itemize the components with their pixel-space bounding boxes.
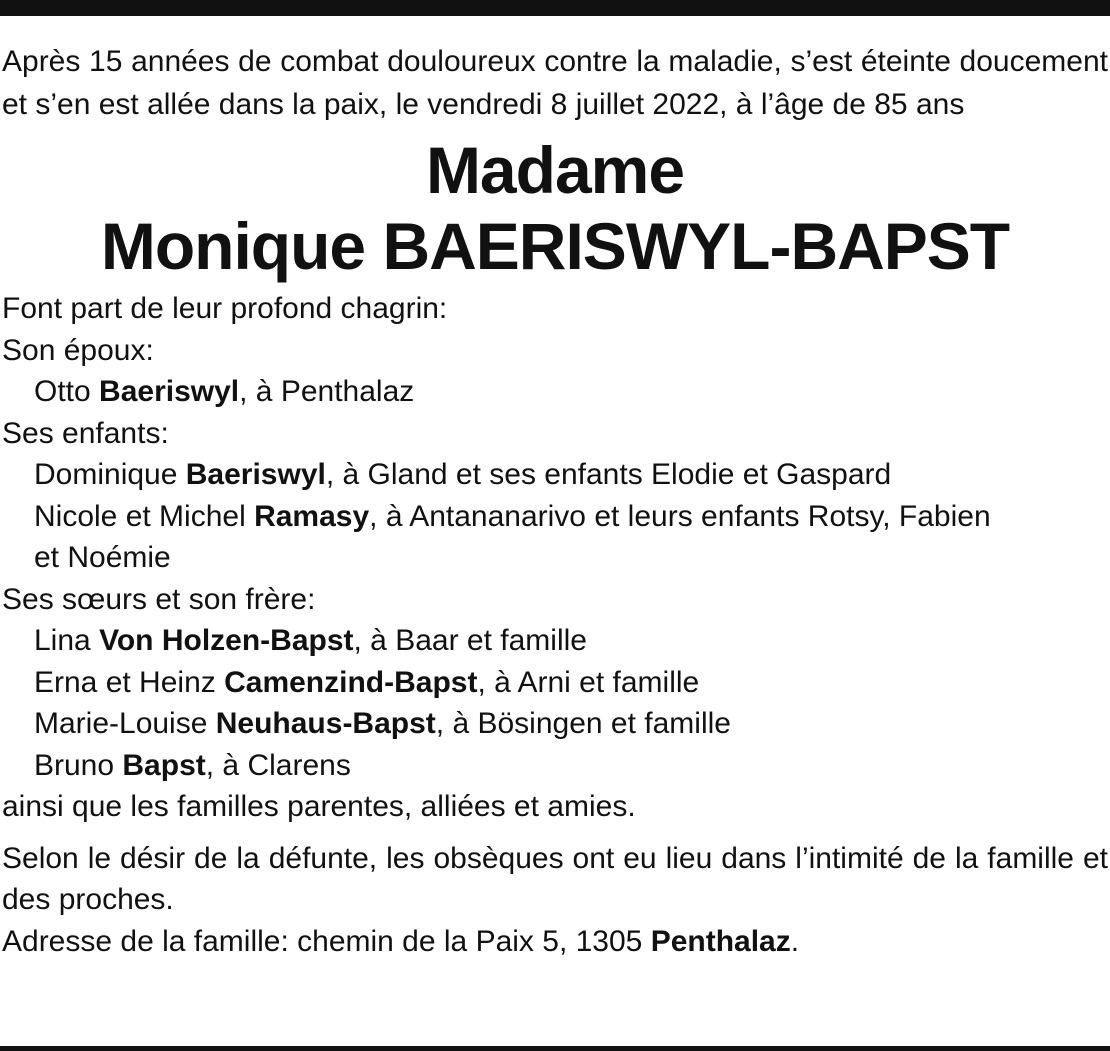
entry-prefix: Nicole et Michel: [34, 499, 255, 533]
entry-suffix: , à Arni et famille: [477, 665, 700, 699]
entry-surname: Camenzind-Bapst: [224, 665, 478, 699]
deceased-title: Madame: [425, 133, 685, 207]
entry-surname: Ramasy: [254, 499, 370, 533]
entry-suffix: , à Baar et famille: [353, 624, 587, 657]
families-text: ainsi que les familles parentes, alliées et amies.: [2, 790, 636, 823]
announcement-text: Font part de leur profond chagrin:: [2, 292, 448, 325]
entry-surname: Neuhaus-Bapst: [215, 707, 436, 740]
entry-prefix: Dominique: [34, 458, 186, 491]
entry-prefix: Bruno: [34, 748, 123, 782]
child-entry: [2, 496, 1108, 538]
sibling-entry: [2, 662, 1108, 704]
entry-suffix: , à Bösingen et famille: [435, 707, 731, 740]
entry-suffix: , à Antananarivo et leurs enfants Rotsy, Fabien: [369, 499, 991, 533]
address-end: .: [790, 924, 800, 958]
entry-prefix: Otto: [34, 375, 100, 408]
sibling-entry: [2, 620, 1108, 662]
children-heading: Ses enfants:: [2, 416, 169, 450]
entry-surname: Baeriswyl: [185, 458, 326, 491]
sibling-entry: [2, 745, 1108, 787]
address-text: Adresse de la famille: chemin de la Paix 5, 1305: [2, 924, 651, 958]
entry-prefix: Marie-Louise: [34, 707, 216, 740]
entry-surname: Von Holzen-Bapst: [99, 624, 354, 657]
address-city: Penthalaz: [650, 924, 791, 958]
child-entry-continuation: et Noémie: [34, 541, 171, 574]
intro-text: Après 15 années de combat douloureux contre la maladie, s’est éteinte doucement et s’en est allée dans la paix, le vendredi 8 juillet 2022, à l’âge de 85 ans: [2, 45, 1108, 121]
funeral-text: Selon le désir de la défunte, les obsèques ont eu lieu dans l’intimité de la famille et des proches.: [2, 841, 1108, 916]
family-address: [2, 921, 1108, 963]
entry-suffix: , à Penthalaz: [239, 375, 415, 408]
child-entry: [2, 454, 1108, 496]
entry-suffix: , à Gland et ses enfants Elodie et Gaspard: [325, 458, 892, 491]
section-gap: [2, 828, 1108, 838]
entry-prefix: Erna et Heinz: [34, 665, 225, 699]
entry-prefix: Lina: [34, 624, 100, 657]
obituary-notice: [2, 40, 1108, 962]
spouse-heading: Son époux:: [2, 333, 154, 367]
entry-surname: Bapst: [122, 748, 206, 782]
top-rule: [0, 0, 1110, 16]
bottom-rule: [0, 1046, 1110, 1051]
spouse-entry: [2, 371, 1108, 413]
deceased-name-block: [2, 132, 1108, 284]
sibling-entry: [2, 703, 1108, 745]
deceased-name: Monique BAERISWYL-BAPST: [100, 209, 1010, 283]
entry-surname: Baeriswyl: [99, 375, 240, 408]
siblings-heading: Ses sœurs et son frère:: [2, 582, 316, 616]
entry-suffix: , à Clarens: [205, 748, 351, 782]
